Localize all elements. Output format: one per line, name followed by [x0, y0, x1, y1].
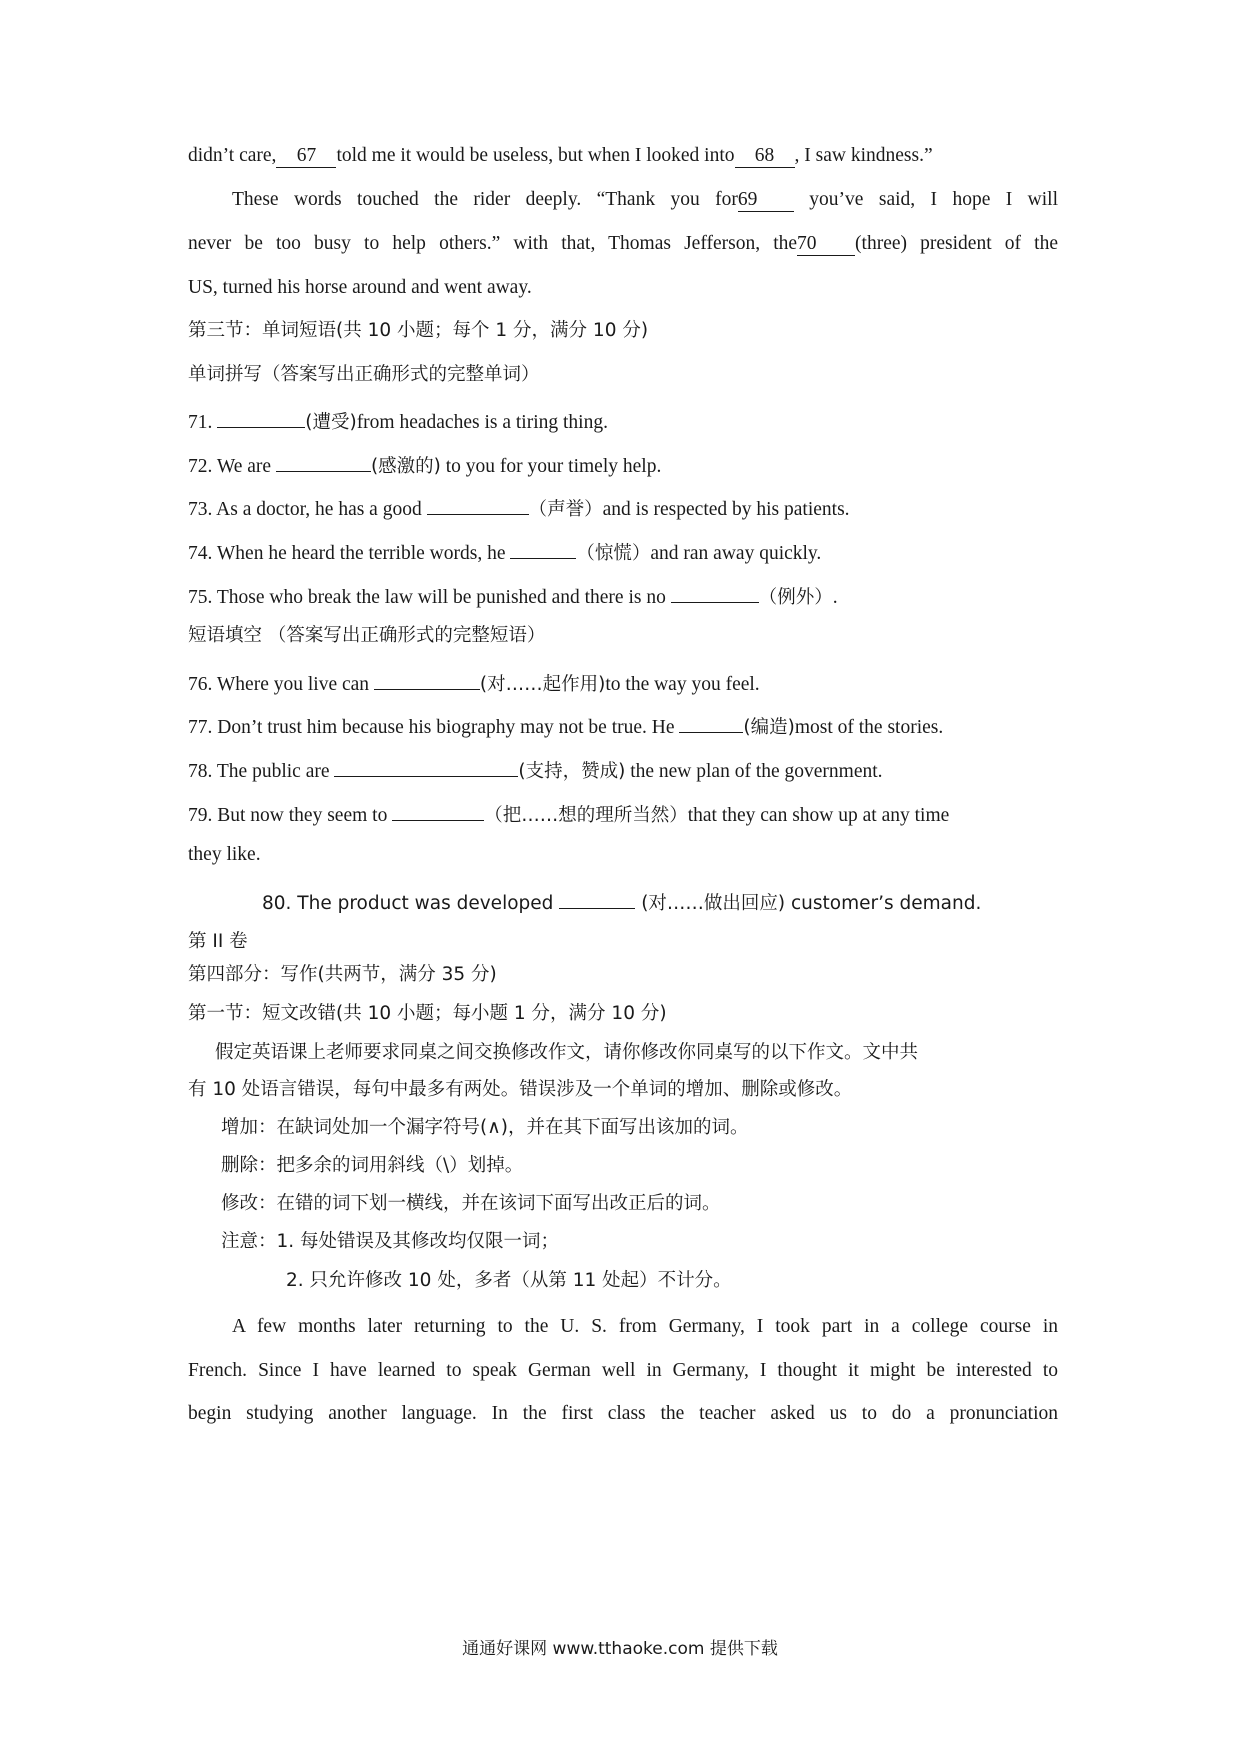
question-72: 72. We are (感激的) to you for your timely help. [188, 449, 1058, 480]
instruction-modify: 修改：在错的词下划一横线，并在该词下面写出改正后的词。 [221, 1193, 721, 1214]
answer-blank-73[interactable] [427, 492, 529, 515]
answer-blank-79[interactable] [392, 798, 484, 821]
question-71: 71. (遭受)from headaches is a tiring thing. [188, 405, 1058, 436]
volume-heading: 第 II 卷 [188, 931, 248, 952]
question-80: 80. The product was developed (对……做出回应) customer’s demand. [262, 886, 1132, 917]
answer-blank-78[interactable] [334, 754, 518, 777]
answer-blank-77[interactable] [679, 710, 743, 733]
section3-heading: 第三节：单词短语(共 10 小题；每个 1 分，满分 10 分) [188, 320, 649, 341]
essay-line-2: French. Since I have learned to speak German well in Germany, I thought it might be interested to [188, 1360, 1058, 1381]
note-2: 2. 只允许修改 10 处，多者（从第 11 处起）不计分。 [286, 1270, 732, 1291]
part4-heading: 第四部分：写作(共两节，满分 35 分) [188, 964, 497, 985]
section1-heading: 第一节：短文改错(共 10 小题；每小题 1 分，满分 10 分) [188, 1003, 667, 1024]
blank-69[interactable]: 69 [738, 189, 794, 212]
question-79: 79. But now they seem to （把……想的理所当然）that they can show up at any time [188, 798, 1058, 829]
instruction-line-2: 有 10 处语言错误，每句中最多有两处。错误涉及一个单词的增加、删除或修改。 [188, 1079, 853, 1100]
blank-67[interactable]: 67 [276, 145, 336, 168]
answer-blank-71[interactable] [217, 405, 305, 428]
blank-68[interactable]: 68 [735, 145, 795, 168]
answer-blank-74[interactable] [510, 536, 576, 559]
note-1: 注意：1. 每处错误及其修改均仅限一词； [221, 1231, 560, 1252]
answer-blank-72[interactable] [276, 449, 371, 472]
question-77: 77. Don’t trust him because his biography may not be true. He (编造)most of the stories. [188, 710, 1058, 741]
instruction-line-1: 假定英语课上老师要求同桌之间交换修改作文，请你修改你同桌写的以下作文。文中共 [215, 1042, 919, 1063]
question-73: 73. As a doctor, he has a good （声誉）and is respected by his patients. [188, 492, 1058, 523]
question-76: 76. Where you live can (对……起作用)to the way you feel. [188, 667, 1058, 698]
footer-source: 通通好课网 www.tthaoke.com 提供下载 [462, 1639, 778, 1659]
instruction-delete: 删除：把多余的词用斜线（\）划掉。 [221, 1155, 524, 1176]
phrase-heading: 短语填空 （答案写出正确形式的完整短语） [188, 625, 546, 646]
essay-line-3: begin studying another language. In the first class the teacher asked us to do a pronunciation [188, 1403, 1058, 1424]
passage-line-3: never be too busy to help others.” with that, Thomas Jefferson, the70 (three) president of the [188, 233, 1058, 254]
answer-blank-76[interactable] [374, 667, 480, 690]
passage-line-4: US, turned his horse around and went away. [188, 277, 532, 298]
essay-line-1: A few months later returning to the U. S. from Germany, I took part in a college course in [232, 1316, 1058, 1337]
passage-line-1: didn’t care, 67 told me it would be useless, but when I looked into 68 , I saw kindness.” [188, 145, 933, 166]
question-74: 74. When he heard the terrible words, he （惊慌）and ran away quickly. [188, 536, 1058, 567]
question-75: 75. Those who break the law will be punished and there is no （例外）. [188, 580, 1058, 611]
question-78: 78. The public are (支持，赞成) the new plan of the government. [188, 754, 1058, 785]
answer-blank-75[interactable] [671, 580, 759, 603]
spelling-heading: 单词拼写（答案写出正确形式的完整单词） [188, 364, 540, 385]
passage-line-2: These words touched the rider deeply. “Thank you for69 you’ve said, I hope I will [232, 189, 1058, 210]
answer-blank-80[interactable] [559, 886, 635, 909]
blank-70[interactable]: 70 [797, 233, 855, 256]
instruction-add: 增加：在缺词处加一个漏字符号(∧)，并在其下面写出该加的词。 [221, 1117, 749, 1138]
question-79-continued: they like. [188, 844, 261, 865]
